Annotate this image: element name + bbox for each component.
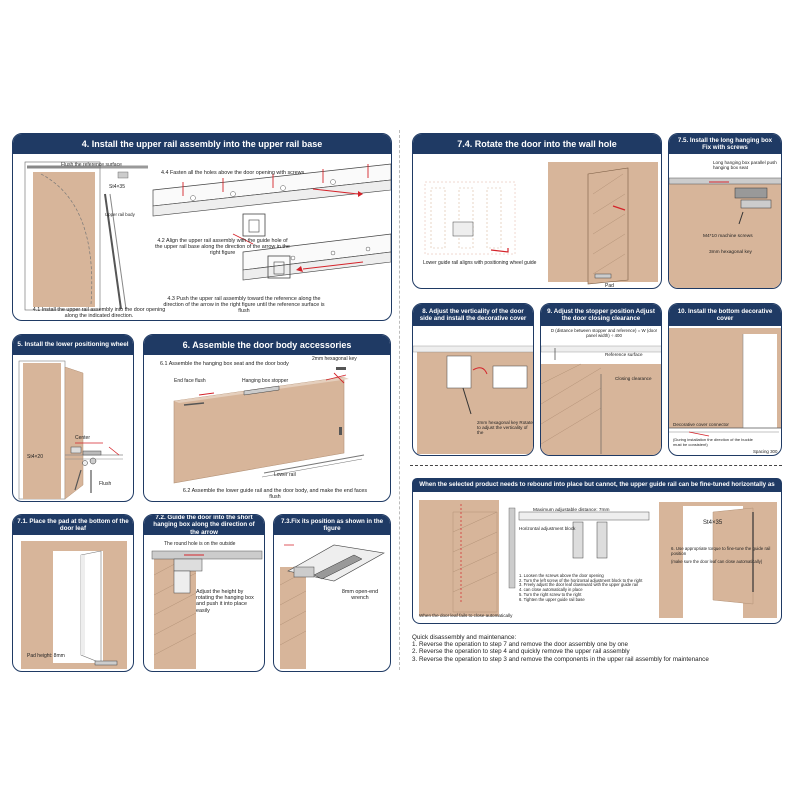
step6-stopper-label: Hanging box stopper	[242, 378, 289, 384]
step10-note-label: (During installation the direction of the buckle must be consistent)	[673, 437, 753, 447]
finetune-block-label: Horizontal adjustment block	[519, 526, 576, 531]
step72-hole-label: The round hole is on the outside	[164, 541, 236, 547]
step6-caption-62: 6.2 Assemble the lower guide rail and the door body, and make the end faces flush	[182, 488, 368, 501]
step8-key-label: 2mm hexagonal key Rotate to adjust the verticality of the	[477, 420, 533, 436]
step73-wrench-label: 8mm open-end wrench	[341, 589, 379, 602]
step10-illustration	[669, 304, 782, 456]
panel-step4	[12, 133, 392, 321]
step5-title: 5. Install the lower positioning wheel	[13, 335, 133, 355]
step5-flush-label: Flush	[99, 481, 112, 487]
step4-title: 4. Install the upper rail assembly into the upper rail base	[13, 134, 391, 154]
step75-parallel-label: Long hanging box parallel push hanging box seat	[713, 160, 777, 171]
step4-caption-41: 4.1 Install the upper rail assembly into the door opening along the indicated direction.	[32, 307, 166, 320]
finetune-use-label: 6. Use appropriate torque to fine-tune the guide rail position	[671, 546, 771, 556]
panel-step74	[412, 133, 662, 289]
panel-step8	[412, 303, 534, 456]
finetune-fail-label: When the door leaf fails to close automatically	[419, 613, 513, 618]
step5-center-label: Center	[75, 435, 91, 441]
step9-distance-label: D (distance between stopper and reference) = W (door panel width) ÷ 400	[550, 328, 658, 339]
finetune-banner: When the selected product needs to rebound into place but cannot, the upper guide rail can be fine-tuned horizontally as	[412, 478, 782, 492]
finetune-make-label: (make sure the door leaf can close automatically)	[671, 559, 763, 564]
step75-illustration	[669, 134, 782, 289]
panel-step73	[273, 514, 391, 672]
step71-illustration	[13, 515, 134, 672]
step71-title: 7.1. Place the pad at the bottom of the door leaf	[13, 515, 133, 535]
maintenance-line-2: 2. Reverse the operation to step 4 and quickly remove the upper rail assembly	[412, 648, 630, 656]
panel-step71	[12, 514, 134, 672]
step75-key-label: 3mm hexagonal key	[709, 250, 752, 255]
panel-step72	[143, 514, 265, 672]
step73-title: 7.3.Fix its position as shown in the figure	[274, 515, 390, 535]
panel-step6	[143, 334, 391, 502]
panel-finetune	[412, 492, 782, 624]
step75-m4-label: M4*10 machine screws	[703, 234, 753, 239]
maintenance-block	[412, 634, 709, 663]
step5-illustration	[13, 335, 134, 502]
panel-step5	[12, 334, 134, 502]
maintenance-title: Quick disassembly and maintenance:	[412, 634, 517, 641]
step6-key-label: 2mm hexagonal key	[312, 356, 357, 362]
step74-guide-label: Lower guide rail aligns with positioning wheel guide	[423, 260, 537, 266]
finetune-steps: 1. Loosen the screws above the door opening 2. Turn the left screw of the horizontal adjustment block to the right 3. Freely adjust the door leaf downward with the upper guide rail 4. can close automatically in place 5. Turn the right screw to the right 6. Tighten the upper guide rail base	[519, 573, 643, 602]
step4-flush-label: Flush the reference surface	[61, 162, 122, 168]
step9-ref-label: Reference surface	[605, 352, 643, 357]
step6-title: 6. Assemble the door body accessories	[144, 335, 390, 355]
step8-title: 8. Adjust the verticality of the door side and install the decorative cover	[413, 304, 533, 326]
step10-spacing-label: Spacing 300	[753, 449, 778, 454]
step71-pad-label: Pad height: 8mm	[27, 653, 65, 659]
step72-adjust-label: Adjust the height by rotating the hanging box and push it into place easily	[196, 589, 254, 614]
step75-title: 7.5. Install the long hanging box Fix with screws	[669, 134, 781, 154]
step72-title: 7.2. Guide the door into the short hanging box along the direction of the arrow	[144, 515, 264, 535]
step4-upper-rail-label: Upper rail body	[105, 212, 135, 217]
panel-step9	[540, 303, 662, 456]
finetune-st4-label: St4×35	[703, 520, 723, 526]
step4-st4-label: St4×35	[109, 184, 125, 190]
divider-dashed	[410, 465, 782, 466]
panel-step75	[668, 133, 782, 289]
step74-pad-label: Pad	[605, 283, 614, 289]
step9-title: 9. Adjust the stopper position Adjust the door closing clearance	[541, 304, 661, 326]
step6-caption-61: 6.1 Assemble the hanging box seat and the door body	[160, 361, 289, 367]
panel-step10	[668, 303, 782, 456]
step74-title: 7.4. Rotate the door into the wall hole	[413, 134, 661, 154]
step6-lowerrail-label: Lower rail	[274, 472, 296, 478]
step6-endface-label: End face flush	[174, 378, 206, 384]
step10-title: 10. Install the bottom decorative cover	[669, 304, 781, 326]
maintenance-line-3: 3. Reverse the operation to step 3 and remove the components in the upper rail assembly for maintenance	[412, 655, 709, 663]
step9-closing-label: Closing clearance	[615, 376, 652, 381]
step4-caption-42: 4.2 Align the upper rail assembly with the guide hole of the upper rail base along the direction of the arrow in the right figure	[155, 238, 290, 257]
finetune-max-label: Maximum adjustable distance: 7mm	[533, 508, 610, 513]
step4-caption-43: 4.3 Push the upper rail assembly toward the reference along the direction of the arrow in the right figure until the reference surface is flush	[163, 296, 325, 315]
maintenance-line-1: 1. Reverse the operation to step 7 and remove the door assembly one by one	[412, 641, 628, 649]
step4-caption-44: 4.4 Fasten all the holes above the door opening with screws	[161, 170, 305, 176]
column-divider	[399, 130, 400, 670]
step5-st4-label: St4×20	[27, 454, 43, 460]
step10-cover-label: Decorative cover connector	[673, 422, 729, 427]
